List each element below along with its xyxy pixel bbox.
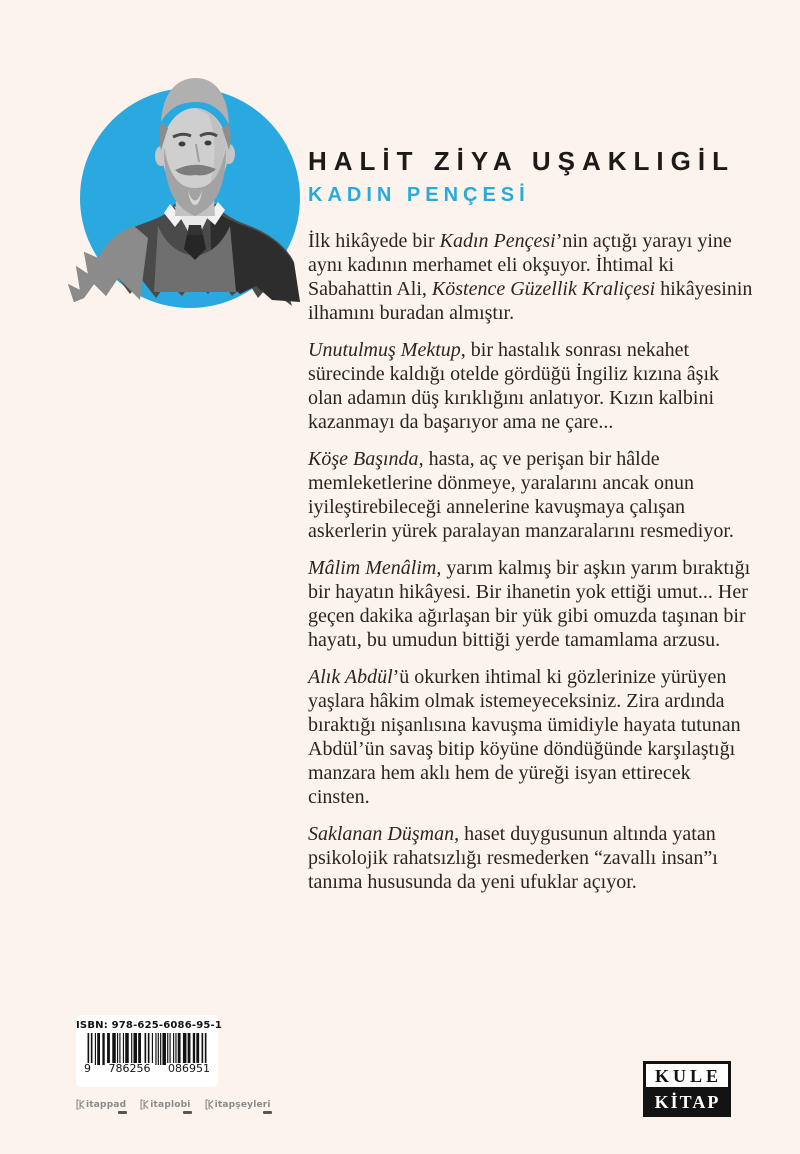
synopsis-text: İlk hikâyede bir	[308, 230, 440, 252]
partner-logo	[76, 1099, 126, 1110]
author-name: HALİT ZİYA UŞAKLIGİL	[308, 146, 735, 176]
partner-logos	[76, 1099, 271, 1110]
partner-logo-label: itappad	[86, 1099, 127, 1110]
publisher-logo	[643, 1061, 731, 1117]
synopsis-paragraph	[308, 447, 756, 543]
synopsis-text: , bir hastalık sonrası nekahet sürecinde kaldığı otelde gördüğü İngiliz kızına âşık olan adamın düş kırıklığını anlatıyor. Kızın kalbini kazanmayı da başarıyor ama ne çare...	[308, 339, 719, 433]
story-title: Saklanan Düşman	[308, 823, 455, 845]
story-title: Unutulmuş Mektup	[308, 339, 461, 361]
publisher-name-bottom: KİTAP	[646, 1090, 728, 1114]
bracket-k-icon	[205, 1099, 214, 1110]
publisher-name-top: KULE	[646, 1064, 728, 1090]
isbn-label: ISBN: 978-625-6086-95-1	[76, 1020, 223, 1031]
story-title: Alık Abdül	[308, 666, 393, 688]
book-title: KADIN PENÇESİ	[308, 184, 530, 206]
story-title: Mâlim Menâlim	[308, 557, 437, 579]
synopsis-paragraph	[308, 665, 756, 809]
synopsis-paragraph	[308, 229, 756, 325]
story-title: Kadın Pençesi	[439, 230, 556, 252]
bracket-k-icon	[76, 1099, 85, 1110]
synopsis-text: , haset duygusunun altında yatan psikolojik rahatsızlığı resmederken “zavallı insan”ı tanıma hususunda da yeni ufuklar açıyor.	[308, 823, 718, 893]
synopsis	[308, 229, 756, 907]
synopsis-text: , hasta, aç ve perişan bir hâlde memleketlerine dönmeye, yaralarını ancak onun iyileştirebileceği annelerine kavuşmaya çalışan askerlerin yürek paralayan manzaralarını resmediyor.	[308, 448, 734, 542]
synopsis-text: ’nin açtığı yarayı yine aynı kadının merhamet eli okşuyor. İhtimal ki Sabahattin Ali,	[308, 230, 732, 300]
partner-logo-label: itapşeyleri	[214, 1099, 271, 1110]
synopsis-text: , yarım kalmış bir aşkın yarım bıraktığı bir hayatın hikâyesi. Bir ihanetin yok ettiği umut... Her geçen dakika ağırlaşan bir yük gibi omuzda taşınan bir hayatı, bu umudun bittiği yerde tamamlama arzusu.	[308, 557, 751, 651]
author-portrait	[58, 56, 312, 314]
synopsis-text: ’ü okurken ihtimal ki gözlerinize yürüyen yaşlara hâkim olmak istemeyeceksiniz. Zira ardında bıraktığı nişanlısına kavuşma ümidiyle hayata tutunan Abdül’ün savaş bitip köyüne döndüğünde karşılaştığı manzara hem aklı hem de yüreği isyan ettirecek cinsten.	[308, 666, 741, 808]
story-title: Köstence Güzellik Kraliçesi	[431, 278, 656, 300]
story-title: Köşe Başında	[308, 448, 419, 470]
author-portrait-icon	[58, 56, 312, 314]
barcode-digit-group: 786256	[108, 1062, 151, 1075]
synopsis-paragraph	[308, 556, 756, 652]
synopsis-text: hikâyesinin ilhamını buradan almıştır.	[308, 278, 753, 324]
partner-logo	[140, 1099, 190, 1110]
synopsis-paragraph	[308, 822, 756, 894]
partner-logo-label: itaplobi	[150, 1099, 191, 1110]
partner-logo	[205, 1099, 271, 1110]
barcode-digit-group: 9	[84, 1062, 91, 1075]
synopsis-paragraph	[308, 338, 756, 434]
barcode-digit-group: 086951	[168, 1062, 210, 1075]
barcode-block	[76, 1015, 223, 1087]
bracket-k-icon	[140, 1099, 149, 1110]
barcode-digits	[81, 1063, 213, 1074]
